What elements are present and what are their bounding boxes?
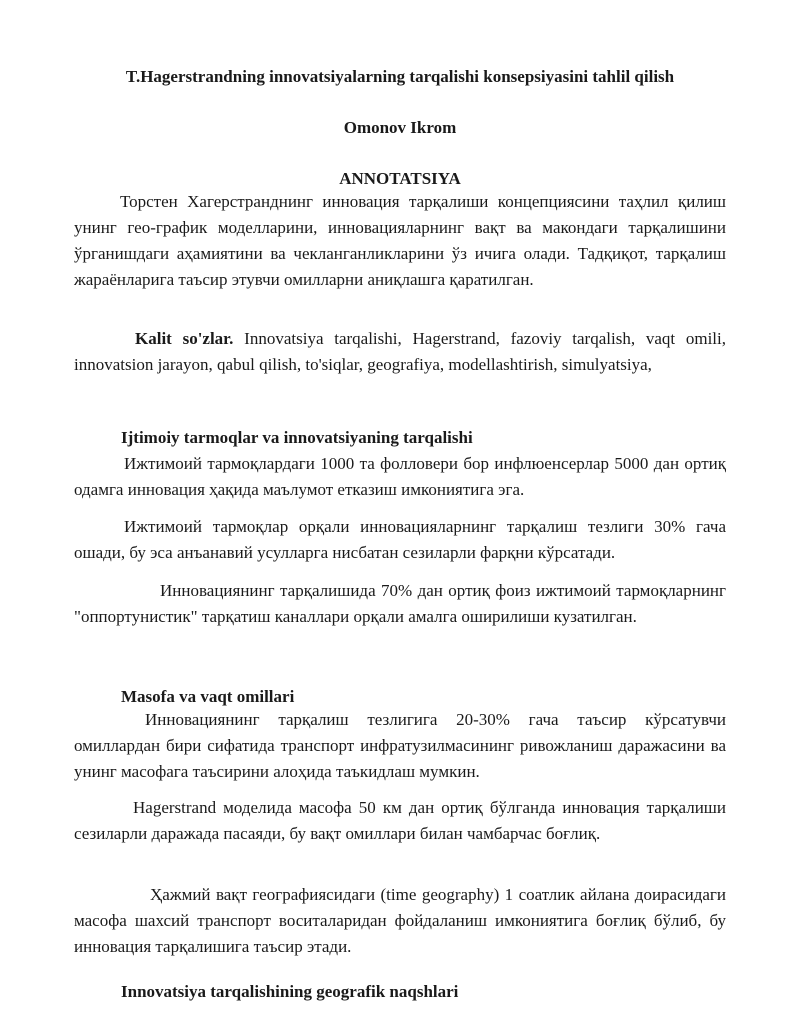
section-heading-social-networks: Ijtimoiy tarmoqlar va innovatsiyaning tarqalishi	[121, 428, 473, 447]
paragraph-social-3: Инновациянинг тарқалишида 70% дан ортиқ фоиз ижтимоий тармоқларнинг "оппортунистик" тарқатиш каналлари орқали амалга оширилиши кузатилган.	[74, 581, 726, 626]
keywords-label: Kalit so'zlar.	[135, 329, 234, 348]
abstract-text: Торстен Хагерстранднинг инновация тарқалиши концепциясини таҳлил қилиш унинг гео-график моделларини, инновацияларнинг вақт ва макондаги тарқалишини ўрганишдаги аҳамиятини ва чекланганликларини ўз ичига олади. Тадқиқот, тарқалиш жараёнларига таъсир этувчи омилларни аниқлашга қаратилган.	[74, 192, 726, 289]
section-heading-geographic-patterns: Innovatsiya tarqalishining geografik naqshlari	[121, 982, 459, 1001]
paragraph-distance-1: Инновациянинг тарқалиш тезлигига 20-30% гача таъсир кўрсатувчи омиллардан бири сифатида транспорт инфратузилмасининг ривожланиш даражасини ва унинг масофага таъсирини алоҳида таъкидлаш мумкин.	[74, 710, 726, 781]
paragraph-social-2: Ижтимоий тармоқлар орқали инновацияларнинг тарқалиш тезлиги 30% гача ошади, бу эса анъанавий усулларга нисбатан сезиларли фарқни кўрсатади.	[74, 517, 726, 562]
document-title: T.Hagerstrandning innovatsiyalarning tarqalishi konsepsiyasini tahlil qilish	[125, 67, 675, 86]
paragraph-distance-3: Ҳажмий вақт географиясидаги (time geography) 1 соатлик айлана доирасидаги масофа шахсий транспорт воситаларидан фойдаланиш имкониятига боғлиқ бўлиб, бу инновация тарқалишига таъсир этади.	[74, 885, 726, 956]
keywords-text: Innovatsiya tarqalishi, Hagerstrand, fazoviy tarqalish, vaqt omili, innovatsion jarayon, qabul qilish, to'siqlar, geografiya, modellashtirish, simulyatsiya,	[74, 329, 726, 374]
abstract-heading: ANNOTATSIYA	[339, 169, 461, 188]
author-name: Omonov Ikrom	[343, 118, 457, 137]
paragraph-distance-2: Hagerstrand моделида масофа 50 км дан ортиқ бўлганда инновация тарқалиши сезиларли даражада пасаяди, бу вақт омиллари билан чамбарчас боғлиқ.	[74, 798, 726, 843]
section-heading-distance-time: Masofa va vaqt omillari	[121, 687, 295, 706]
paragraph-social-1: Ижтимоий тармоқлардаги 1000 та фолловери бор инфлюенсерлар 5000 дан ортиқ одамга инновация ҳақида маълумот етказиш имкониятига эга.	[74, 454, 726, 499]
keywords-paragraph	[74, 326, 726, 378]
